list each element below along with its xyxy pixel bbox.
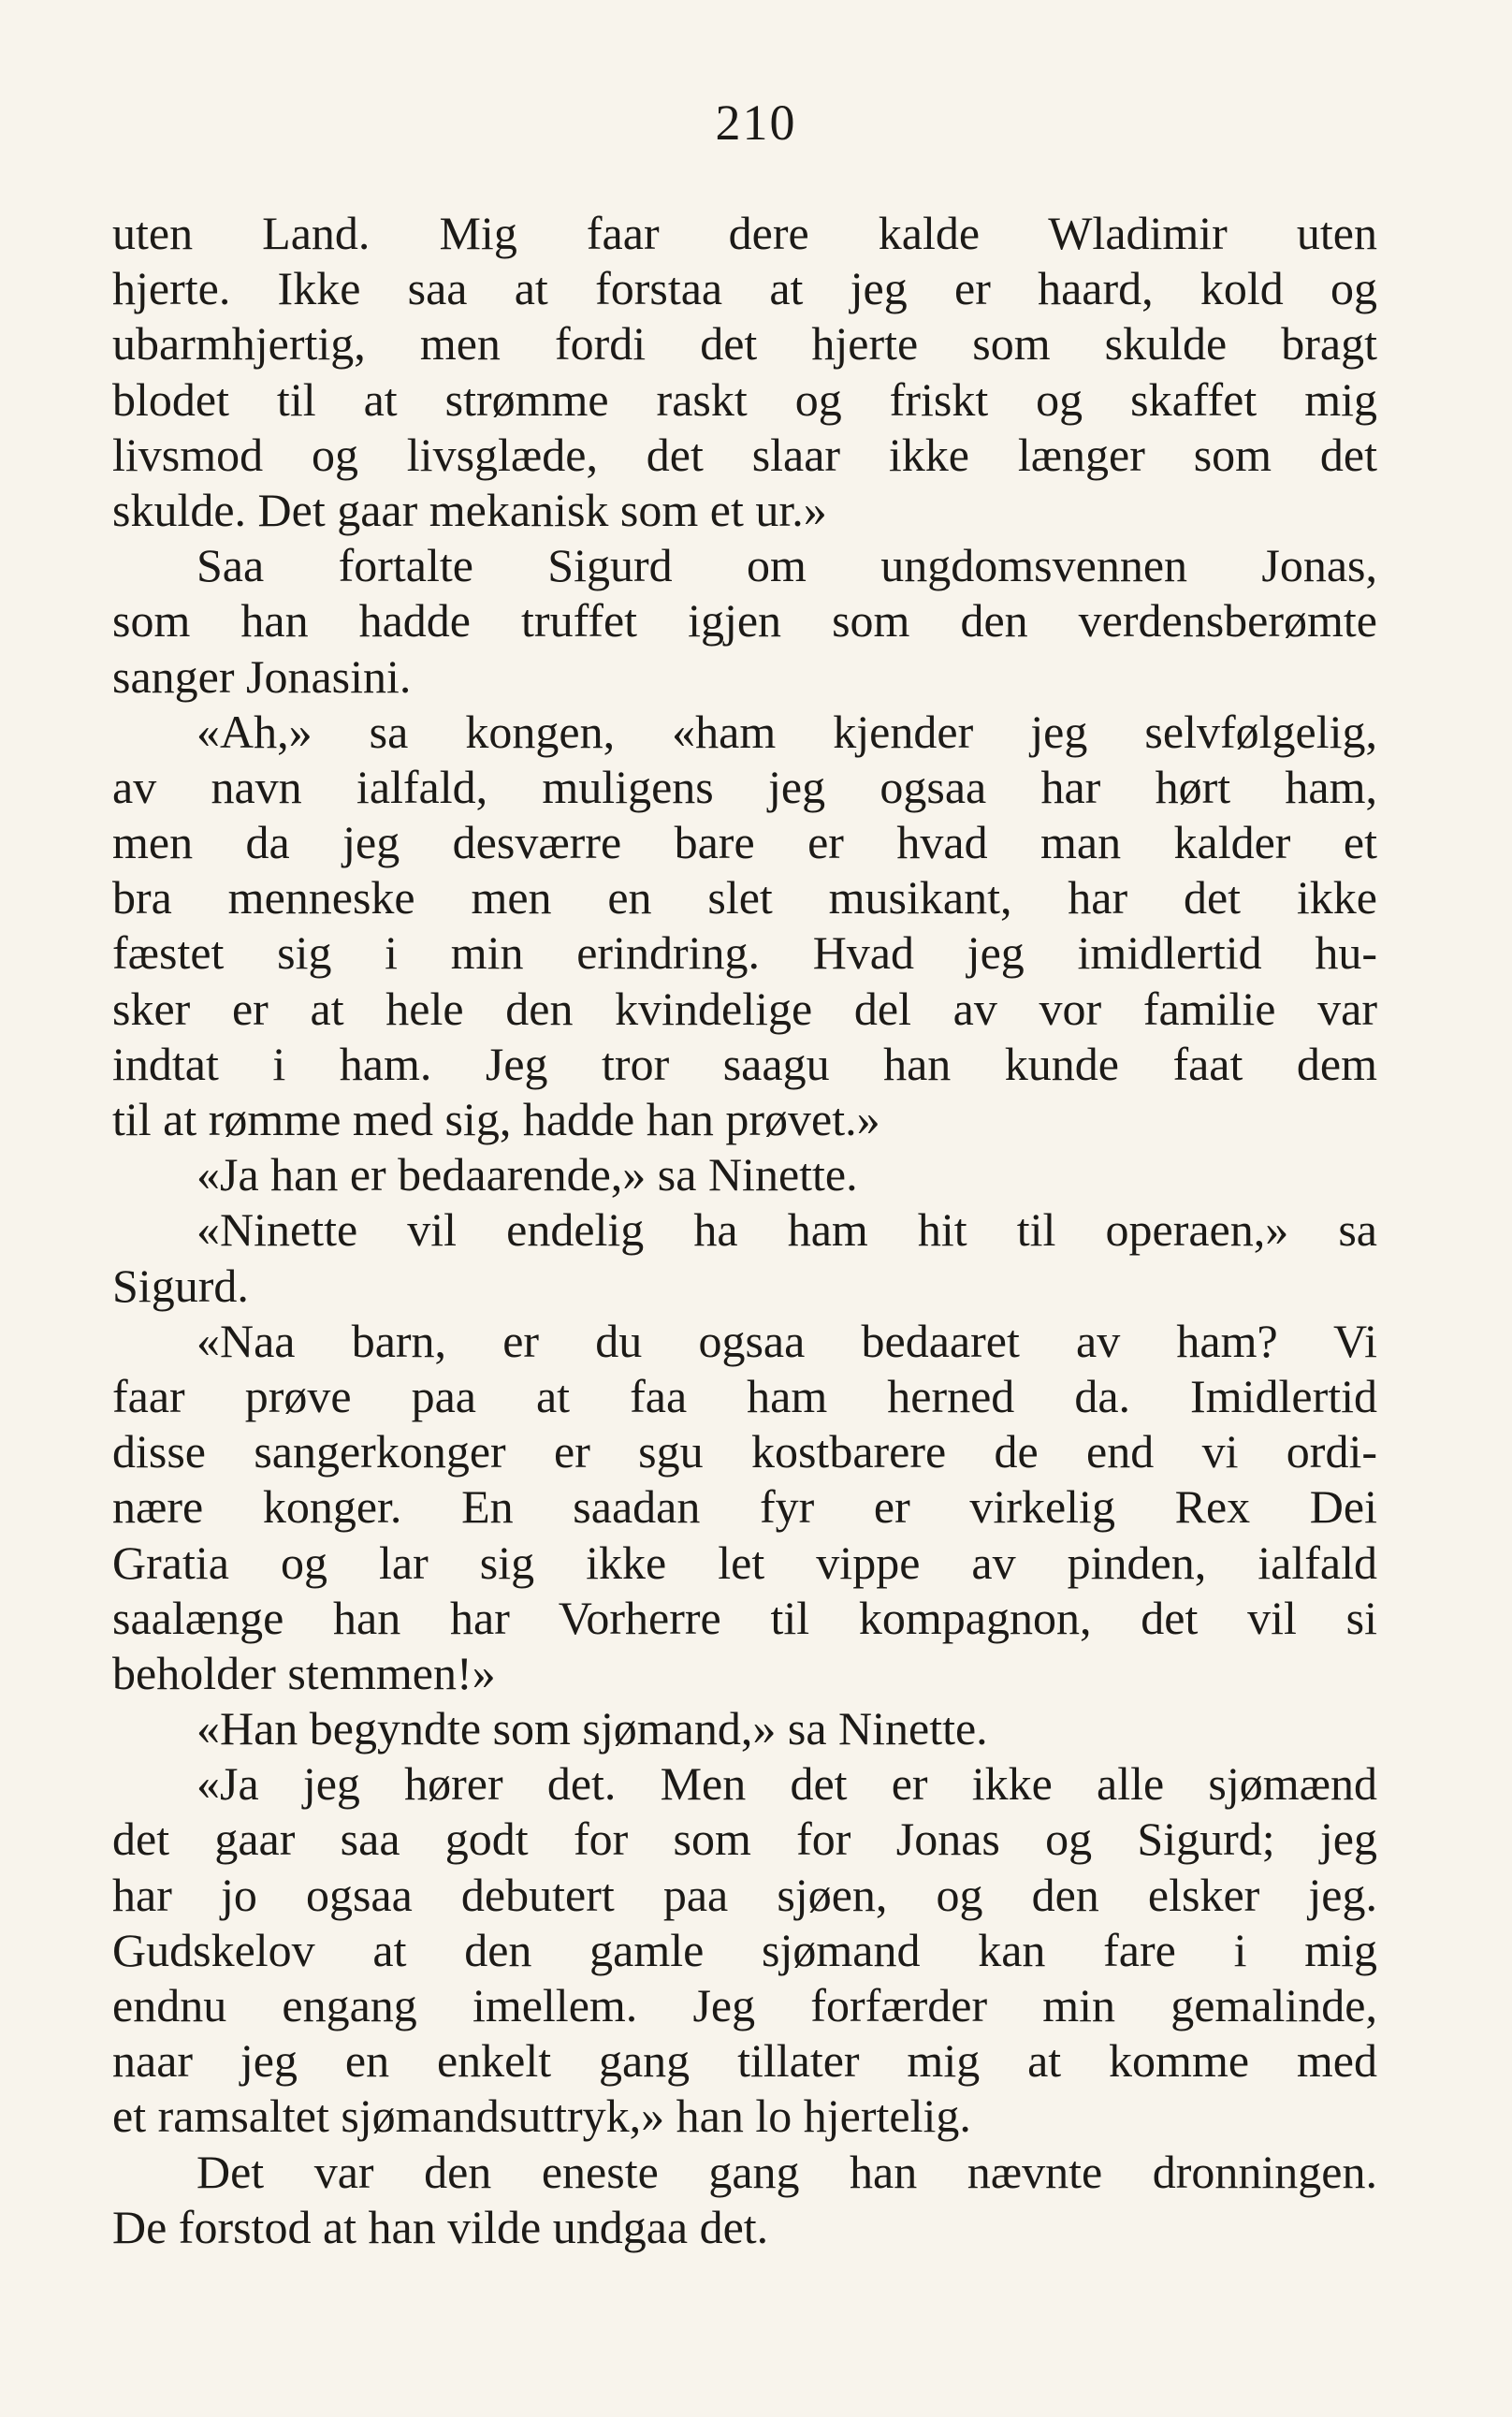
text-line: «Ah,» sa kongen, «ham kjender jeg selvfølgelig,: [196, 705, 1377, 758]
text-line: men da jeg desværre bare er hvad man kalder et: [112, 816, 1377, 869]
text-line: «Han begyndte som sjømand,» sa Ninette.: [196, 1702, 988, 1755]
text-line: faar prøve paa at faa ham herned da. Imidlertid: [112, 1369, 1377, 1422]
text-line: «Naa barn, er du ogsaa bedaaret av ham? Vi: [196, 1314, 1377, 1367]
text-line: et ramsaltet sjømandsuttryk,» han lo hjertelig.: [112, 2089, 971, 2143]
text-line: Det var den eneste gang han nævnte dronningen.: [196, 2145, 1377, 2198]
text-line: livsmod og livsglæde, det slaar ikke længer som det: [112, 428, 1377, 481]
text-line: har jo ogsaa debutert paa sjøen, og den elsker jeg.: [112, 1868, 1377, 1921]
text-line: fæstet sig i min erindring. Hvad jeg imidlertid hu-: [112, 926, 1377, 980]
text-line: Gudskelov at den gamle sjømand kan fare i mig: [112, 1923, 1377, 1976]
text-line: skulde. Det gaar mekanisk som et ur.»: [112, 483, 827, 536]
text-line: til at rømme med sig, hadde han prøvet.»: [112, 1093, 880, 1145]
text-line: «Ninette vil endelig ha ham hit til operaen,» sa: [196, 1203, 1377, 1257]
text-line: Saa fortalte Sigurd om ungdomsvennen Jonas,: [196, 539, 1377, 592]
text-line: sker er at hele den kvindelige del av vor familie var: [112, 982, 1377, 1035]
text-line: naar jeg en enkelt gang tillater mig at komme med: [112, 2034, 1377, 2088]
text-line: indtat i ham. Jeg tror saagu han kunde faat dem: [112, 1037, 1377, 1090]
text-line: endnu engang imellem. Jeg forfærder min gemalinde,: [112, 1979, 1377, 2031]
text-line: Sigurd.: [112, 1259, 249, 1312]
text-line: «Ja jeg hører det. Men det er ikke alle sjømænd: [196, 1757, 1377, 1811]
text-line: «Ja han er bedaarende,» sa Ninette.: [196, 1148, 858, 1201]
text-line: saalænge han har Vorherre til kompagnon, det vil si: [112, 1591, 1377, 1644]
text-line: bra menneske men en slet musikant, har det ikke: [112, 871, 1377, 925]
text-line: sanger Jonasini.: [112, 649, 412, 703]
text-line: blodet til at strømme raskt og friskt og skaffet mig: [112, 372, 1377, 426]
text-line: Gratia og lar sig ikke let vippe av pinden, ialfald: [112, 1536, 1377, 1589]
text-line: disse sangerkonger er sgu kostbarere de end vi ordi-: [112, 1425, 1377, 1478]
body-text: [112, 206, 1377, 2255]
page-number: 210: [715, 95, 797, 151]
text-line: nære konger. En saadan fyr er virkelig Rex Dei: [112, 1480, 1377, 1534]
text-line: beholder stemmen!»: [112, 1646, 496, 1699]
text-line: av navn ialfald, muligens jeg ogsaa har hørt ham,: [112, 760, 1377, 813]
text-line: det gaar saa godt for som for Jonas og Sigurd; jeg: [112, 1813, 1377, 1866]
text-line: som han hadde truffet igjen som den verdensberømte: [112, 594, 1377, 648]
text-line: ubarmhjertig, men fordi det hjerte som skulde bragt: [112, 317, 1377, 371]
text-line: uten Land. Mig faar dere kalde Wladimir uten: [112, 207, 1377, 259]
text-line: De forstod at han vilde undgaa det.: [112, 2200, 769, 2253]
text-line: hjerte. Ikke saa at forstaa at jeg er haard, kold og: [112, 262, 1377, 315]
